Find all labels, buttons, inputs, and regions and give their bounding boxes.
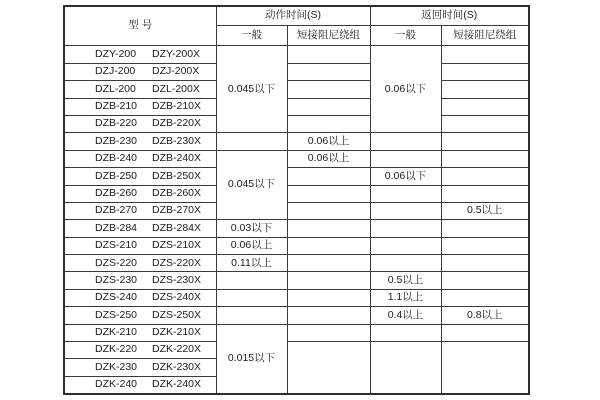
- value-cell: 0.03以下: [216, 220, 287, 237]
- empty-cell: [287, 342, 370, 394]
- model-cell: [64, 133, 216, 150]
- value-cell: 1.1以上: [370, 289, 441, 306]
- model-name-x: DZB-284X: [152, 221, 202, 234]
- empty-cell: [287, 289, 370, 306]
- value-cell: 0.06以下: [370, 168, 441, 185]
- table-row: [64, 324, 529, 341]
- value-cell: 0.045以下: [216, 150, 287, 220]
- empty-cell: [370, 220, 441, 237]
- empty-cell: [287, 255, 370, 272]
- value-cell: 0.8以上: [441, 307, 529, 324]
- model-cell: [64, 81, 216, 98]
- model-cell: [64, 168, 216, 185]
- model-name: DZY-200: [95, 47, 137, 60]
- model-name: DZB-270: [95, 204, 138, 217]
- model-name-x: DZB-210X: [152, 100, 202, 112]
- value-cell: 0.4以上: [370, 307, 441, 324]
- table-row: [64, 46, 529, 63]
- model-name-x: DZS-240X: [152, 291, 202, 304]
- model-cell: [64, 359, 216, 376]
- table-row: [64, 255, 529, 272]
- empty-cell: [441, 98, 529, 115]
- header-return-damping: 短接阻尼绕组: [441, 25, 529, 45]
- table-row: [64, 81, 529, 98]
- model-name: DZB-210: [95, 100, 138, 112]
- empty-cell: [287, 202, 370, 219]
- empty-cell: [370, 150, 441, 167]
- model-name: DZS-210: [95, 239, 138, 252]
- spec-table: [63, 5, 530, 395]
- value-cell: 0.11以上: [216, 255, 287, 272]
- model-name: DZS-220: [95, 256, 138, 269]
- value-cell: 0.06以下: [370, 46, 441, 133]
- model-name-x: DZB-230X: [152, 134, 202, 147]
- empty-cell: [287, 46, 370, 63]
- table-row: [64, 202, 529, 219]
- model-cell: [64, 185, 216, 202]
- model-cell: [64, 255, 216, 272]
- model-name-x: DZY-200X: [152, 47, 201, 60]
- empty-cell: [370, 255, 441, 272]
- model-name: DZJ-200: [95, 65, 136, 78]
- empty-cell: [216, 272, 287, 289]
- table-row: [64, 237, 529, 254]
- value-cell: 0.5以上: [441, 202, 529, 219]
- header-action-time: 动作时间(S): [216, 6, 370, 25]
- value-cell: 0.015以下: [216, 324, 287, 394]
- empty-cell: [216, 307, 287, 324]
- model-name-x: DZK-220X: [152, 343, 202, 356]
- empty-cell: [287, 237, 370, 254]
- empty-cell: [441, 115, 529, 132]
- value-cell: 0.06以上: [287, 150, 370, 167]
- model-name-x: DZS-220X: [152, 256, 202, 269]
- empty-cell: [441, 342, 529, 394]
- model-cell: [64, 63, 216, 80]
- model-cell: [64, 272, 216, 289]
- model-name-x: DZK-230X: [152, 360, 202, 373]
- model-name-x: DZB-260X: [152, 186, 202, 199]
- header-action-general: 一般: [216, 25, 287, 45]
- model-name: DZS-240: [95, 291, 138, 304]
- model-name-x: DZK-210X: [152, 326, 202, 339]
- empty-cell: [441, 81, 529, 98]
- empty-cell: [441, 220, 529, 237]
- empty-cell: [370, 324, 441, 341]
- header-model: 型 号: [64, 6, 216, 46]
- model-name: DZB-220: [95, 117, 138, 130]
- table-row: [64, 272, 529, 289]
- value-cell: 0.045以下: [216, 46, 287, 133]
- model-name-x: DZB-250X: [152, 169, 202, 182]
- table-row: [64, 289, 529, 306]
- empty-cell: [370, 185, 441, 202]
- empty-cell: [287, 307, 370, 324]
- header-return-time: 返回时间(S): [370, 6, 529, 25]
- model-name: DZK-240: [95, 378, 138, 391]
- model-name: DZK-220: [95, 343, 138, 356]
- empty-cell: [216, 289, 287, 306]
- model-cell: [64, 289, 216, 306]
- model-name-x: DZK-240X: [152, 378, 202, 391]
- empty-cell: [441, 63, 529, 80]
- empty-cell: [287, 272, 370, 289]
- empty-cell: [370, 342, 441, 394]
- model-name-x: DZS-210X: [152, 239, 202, 252]
- empty-cell: [441, 168, 529, 185]
- model-name: DZB-284: [95, 221, 138, 234]
- header-return-general: 一般: [370, 25, 441, 45]
- model-cell: [64, 150, 216, 167]
- model-cell: [64, 324, 216, 341]
- model-name-x: DZB-220X: [152, 117, 202, 130]
- empty-cell: [441, 272, 529, 289]
- model-name-x: DZL-200X: [152, 82, 200, 95]
- model-cell: [64, 376, 216, 394]
- model-name: DZB-260: [95, 186, 138, 199]
- empty-cell: [216, 133, 287, 150]
- empty-cell: [287, 98, 370, 115]
- empty-cell: [441, 46, 529, 63]
- table-row: [64, 185, 529, 202]
- empty-cell: [370, 133, 441, 150]
- model-name: DZL-200: [95, 82, 136, 95]
- model-cell: [64, 342, 216, 359]
- model-name: DZB-240: [95, 152, 138, 165]
- value-cell: 0.06以上: [216, 237, 287, 254]
- model-name-x: DZS-230X: [152, 273, 202, 286]
- empty-cell: [287, 220, 370, 237]
- empty-cell: [370, 202, 441, 219]
- model-cell: [64, 115, 216, 132]
- table-row: [64, 168, 529, 185]
- model-name: DZS-250: [95, 308, 138, 321]
- header-action-damping: 短接阻尼绕组: [287, 25, 370, 45]
- table-row: [64, 150, 529, 167]
- empty-cell: [370, 237, 441, 254]
- model-cell: [64, 237, 216, 254]
- empty-cell: [441, 324, 529, 341]
- value-cell: 0.06以上: [287, 133, 370, 150]
- model-cell: [64, 220, 216, 237]
- model-name: DZS-230: [95, 273, 138, 286]
- empty-cell: [441, 133, 529, 150]
- model-cell: [64, 202, 216, 219]
- empty-cell: [441, 185, 529, 202]
- model-name-x: DZJ-200X: [152, 65, 200, 78]
- table-row: [64, 115, 529, 132]
- empty-cell: [441, 150, 529, 167]
- model-name: DZB-230: [95, 134, 138, 147]
- table-row: [64, 98, 529, 115]
- empty-cell: [287, 63, 370, 80]
- spec-table-container: [63, 5, 530, 395]
- empty-cell: [287, 168, 370, 185]
- model-cell: [64, 307, 216, 324]
- value-cell: 0.5以上: [370, 272, 441, 289]
- empty-cell: [441, 255, 529, 272]
- empty-cell: [441, 289, 529, 306]
- model-cell: [64, 46, 216, 63]
- model-name-x: DZB-240X: [152, 152, 202, 165]
- empty-cell: [287, 115, 370, 132]
- table-row: [64, 133, 529, 150]
- model-name-x: DZS-250X: [152, 308, 202, 321]
- table-row: [64, 342, 529, 359]
- empty-cell: [441, 237, 529, 254]
- table-row: [64, 307, 529, 324]
- empty-cell: [287, 185, 370, 202]
- model-name-x: DZB-270X: [152, 204, 202, 217]
- empty-cell: [287, 324, 370, 341]
- model-cell: [64, 98, 216, 115]
- model-name: DZK-210: [95, 326, 138, 339]
- table-row: [64, 63, 529, 80]
- table-row: [64, 220, 529, 237]
- model-name: DZB-250: [95, 169, 138, 182]
- model-name: DZK-230: [95, 360, 138, 373]
- empty-cell: [287, 81, 370, 98]
